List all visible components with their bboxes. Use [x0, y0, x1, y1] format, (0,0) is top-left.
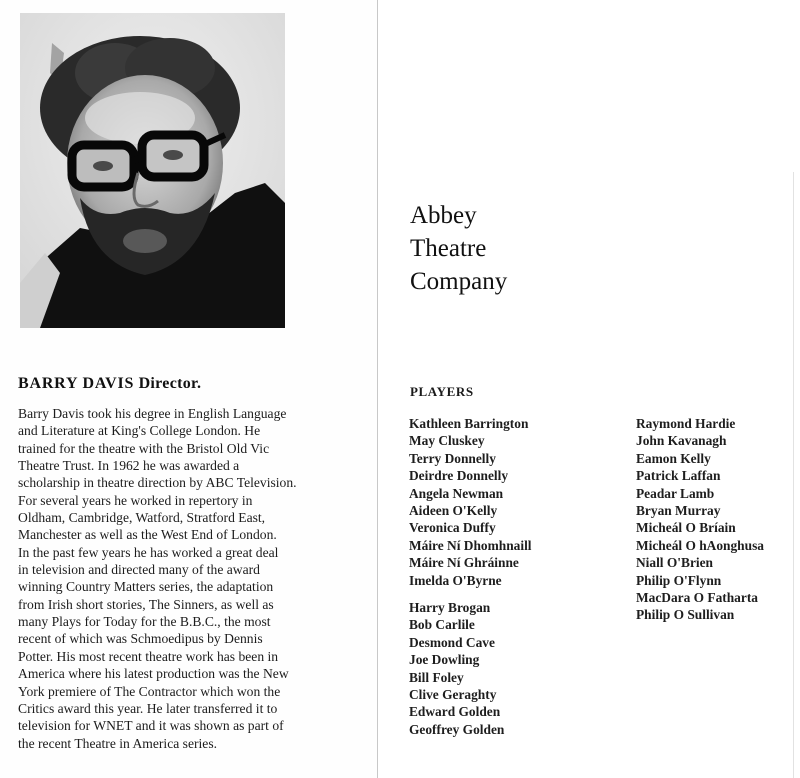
director-portrait-photo	[20, 13, 285, 328]
company-title	[410, 199, 507, 298]
players-heading: PLAYERS	[410, 384, 474, 399]
player-name: MacDara O Fatharta	[636, 590, 758, 606]
player-name: John Kavanagh	[636, 433, 727, 449]
title-line: Abbey	[410, 202, 477, 229]
bio-line: In the past few years he has worked a great deal	[18, 544, 279, 560]
player-name: Aideen O'Kelly	[409, 503, 498, 519]
bio-line: the recent Theatre in America series.	[18, 735, 218, 751]
players-list-column-1-group-2	[409, 599, 504, 738]
bio-line: Critics award this year. He later transferred it to	[18, 700, 278, 716]
bio-line: Barry Davis took his degree in English Language	[18, 406, 287, 421]
player-name: Terry Donnelly	[409, 450, 496, 466]
bio-line: Potter. His most recent theatre work has been in	[18, 648, 279, 664]
player-name: Philip O'Flynn	[636, 572, 722, 588]
bio-line: Oldham, Cambridge, Watford, Stratford East,	[18, 510, 266, 526]
player-name: Patrick Laffan	[636, 468, 721, 484]
player-name: Micheál O hAonghusa	[636, 537, 764, 553]
director-role: Director.	[138, 375, 202, 392]
bio-line: recent of which was Schmoedipus by Dennis	[18, 631, 263, 647]
bio-paragraph	[18, 405, 363, 752]
page-edge-line	[793, 172, 794, 778]
player-name: Desmond Cave	[409, 634, 495, 650]
player-name: Bob Carlile	[409, 617, 475, 633]
player-name: Clive Geraghty	[409, 687, 497, 703]
bio-line: For several years he worked in repertory in	[18, 492, 253, 508]
player-name: Eamon Kelly	[636, 450, 711, 466]
player-name: Angela Newman	[409, 485, 504, 501]
player-name: Raymond Hardie	[636, 416, 736, 431]
bio-line: television for WNET and it was shown as part of	[18, 718, 284, 734]
player-name: Bryan Murray	[636, 503, 721, 519]
player-name: Veronica Duffy	[409, 520, 496, 536]
player-name: Máire Ní Dhomhnaill	[409, 537, 532, 553]
player-name: Deirdre Donnelly	[409, 468, 509, 484]
player-name: Imelda O'Byrne	[409, 572, 502, 588]
player-name: Philip O Sullivan	[636, 607, 735, 623]
player-name: Kathleen Barrington	[409, 416, 529, 431]
bio-line: Theatre Trust. In 1962 he was awarded a	[18, 458, 240, 474]
bio-line: winning Country Matters series, the adaptation	[18, 579, 274, 595]
player-name: Edward Golden	[409, 704, 501, 720]
players-list-column-2	[636, 415, 764, 624]
bio-line: scholarship in theatre direction by ABC Television.	[18, 475, 297, 491]
player-name: Peadar Lamb	[636, 485, 715, 501]
player-name: Geoffrey Golden	[409, 721, 505, 737]
bio-line: from Irish short stories, The Sinners, as well as	[18, 596, 274, 612]
player-name: Niall O'Brien	[636, 555, 713, 571]
player-name: Máire Ní Ghráinne	[409, 555, 519, 571]
players-list-column-1-group-1	[409, 415, 532, 589]
bio-line: America where his latest production was the New	[18, 666, 289, 682]
title-line: Company	[410, 268, 508, 295]
bio-line: in television and directed many of the award	[18, 562, 260, 578]
player-name: Joe Dowling	[409, 652, 480, 668]
bio-line: Manchester as well as the West End of London.	[18, 527, 277, 543]
portrait-image	[20, 13, 285, 328]
left-page	[0, 0, 377, 778]
bio-line: York premiere of The Contractor which won the	[18, 683, 281, 699]
bio-line: and Literature at King's College London. He	[18, 423, 261, 439]
title-line: Theatre	[410, 235, 487, 262]
bio-line: many Plays for Today for the B.B.C., the most	[18, 614, 271, 630]
director-name: BARRY DAVIS	[18, 375, 135, 392]
player-name: Micheál O Bríain	[636, 520, 736, 536]
player-name: Bill Foley	[409, 669, 464, 685]
player-name: May Cluskey	[409, 433, 485, 449]
player-name: Harry Brogan	[409, 600, 491, 615]
bio-line: trained for the theatre with the Bristol Old Vic	[18, 440, 270, 456]
bio-heading	[18, 375, 201, 393]
